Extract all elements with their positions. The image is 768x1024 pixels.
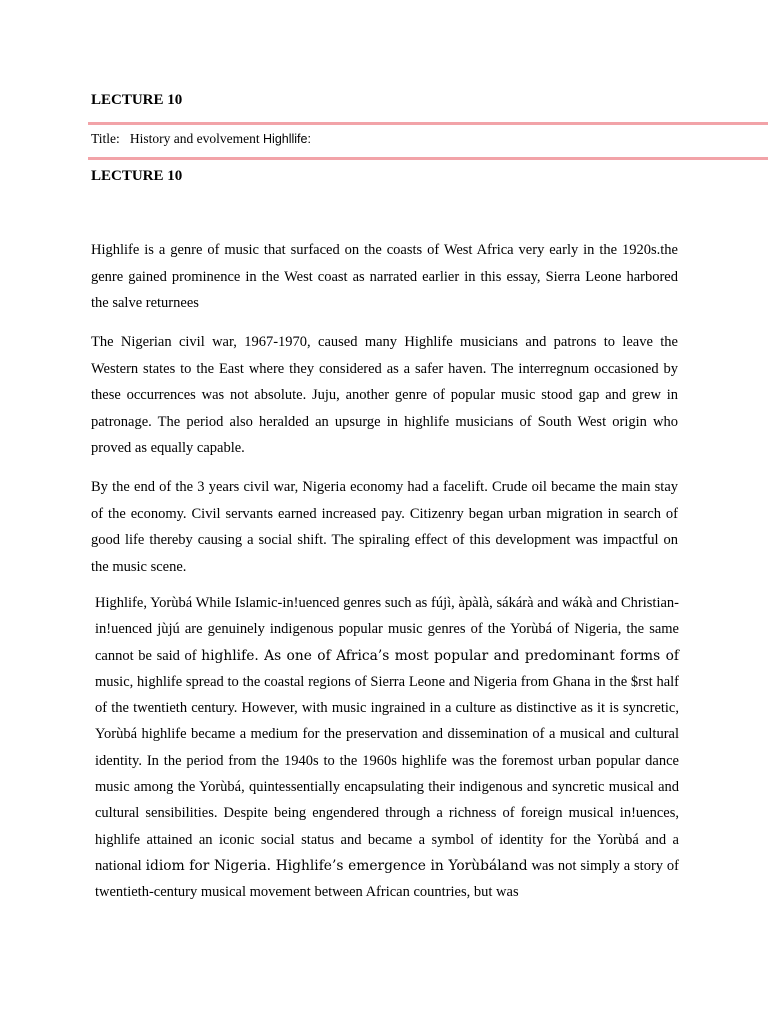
title-rule-bottom	[88, 157, 768, 160]
paragraph-highlife-intro: Highlife is a genre of music that surfaced on the coasts of West Africa very early in the 1920s.the genre gained prominence in the West coast as narrated earlier in this essay, Sierra Leone harbored the salve returnees	[91, 242, 678, 311]
lecture-heading-top: LECTURE 10	[91, 92, 183, 108]
paragraph-4-part-2: highlife. As one of Africa’s most popular and predominant forms of	[201, 647, 679, 664]
paragraph-civil-war: The Nigerian civil war, 1967-1970, caused many Highlife musicians and patrons to leave the Western states to the East where they considered as a safer haven. The interregnum occasioned by these occurrences was not absolute. Juju, another genre of popular music stood gap and grew in patronage. The period also heralded an upsurge in highlife musicians of South West origin who proved as equally capable.	[91, 334, 678, 456]
lecture-heading-bottom: LECTURE 10	[91, 168, 183, 184]
title-rule-top	[88, 122, 768, 125]
title-text: History and evolvement	[129, 131, 260, 146]
paragraph-4-part-3: music, highlife spread to the coastal regions of Sierra Leone and Nigeria from Ghana in the $rst half of the twentieth century. However, with music ingrained in a culture as distinctive as it is syncretic, Yorùbá highlife became a medium for the preservation and dissemination of a musical and cultural identity. In the period from the 1940s to the 1960s highlife was the foremost urban popular dance music among the Yorùbá, quintessentially encapsulating their indigenous and syncretic musical and cultural sensibilities. Despite being engendered through a richness of foreign musical in!uences, highlife attained an iconic social status and became a symbol of identity for the Yorùbá and a national	[95, 673, 679, 874]
paragraph-yoruba-highlife	[95, 590, 679, 906]
paragraph-4-part-5: was not simply a story of twentieth-century musical movement between African countries, but was	[95, 857, 680, 901]
title-label: Title:	[91, 131, 120, 146]
title-suffix: Highllife:	[263, 132, 311, 146]
paragraph-4-part-1: Highlife, Yorùbá While Islamic-in!uenced genres such as fújì, àpàlà, sákárà and wákà and Christian-in!uenced jùjú are genuinely indigenous popular music genres of the Yorùbá of Nigeria, the same cannot be said of	[95, 595, 679, 664]
paragraph-economy: By the end of the 3 years civil war, Nigeria economy had a facelift. Crude oil became the main stay of the economy. Civil servants earned increased pay. Citizenry began urban migration in search of good life thereby causing a social shift. The spiraling effect of this development was impactful on the music scene.	[91, 479, 678, 575]
paragraph-4-part-4: idiom for Nigeria. Highlife’s emergence in Yorùbáland	[145, 857, 528, 874]
lecture-title-line	[91, 131, 311, 147]
